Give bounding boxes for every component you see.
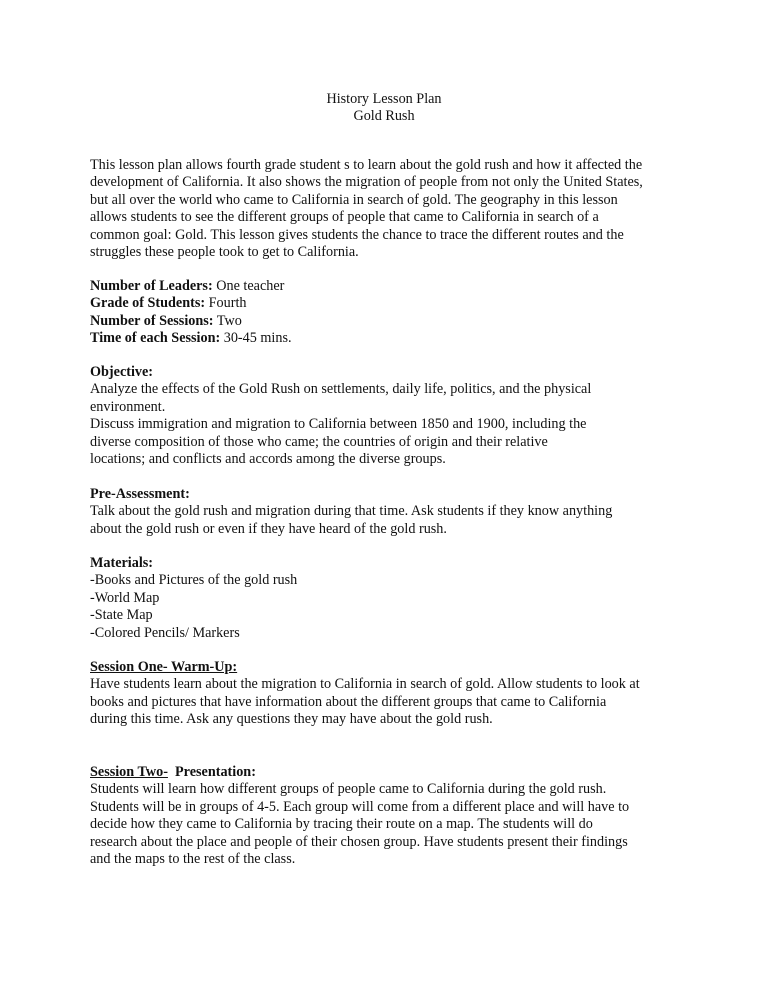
session-one-section (90, 659, 690, 729)
detail-time (90, 330, 690, 347)
detail-value: One teacher (212, 278, 285, 294)
session-two-section (90, 764, 690, 868)
intro-paragraph (90, 157, 690, 261)
pre-assessment-heading: Pre-Assessment: (90, 486, 190, 502)
session-one-line: books and pictures that have information about the different groups that came to California (90, 693, 607, 710)
materials-item: -Books and Pictures of the gold rush (90, 572, 298, 589)
lesson-details (90, 278, 690, 348)
objective-line: Analyze the effects of the Gold Rush on settlements, daily life, politics, and the physical (90, 381, 592, 398)
detail-label: Time of each Session: (90, 330, 221, 347)
session-one-line: during this time. Ask any questions they may have about the gold rush. (90, 711, 493, 728)
objective-line: diverse composition of those who came; the countries of origin and their relative (90, 433, 548, 450)
intro-line: allows students to see the different groups of people that came to California in search of a (90, 209, 599, 226)
detail-label: Number of Sessions: (90, 312, 214, 329)
intro-line: development of California. It also shows the migration of people from not only the United States, (90, 174, 643, 191)
title-line-2: Gold Rush (353, 108, 415, 124)
materials-item: -Colored Pencils/ Markers (90, 624, 240, 641)
detail-value: 30-45 mins. (220, 330, 292, 347)
intro-line: struggles these people took to get to California. (90, 244, 359, 261)
materials-item: -State Map (90, 607, 153, 624)
detail-sessions (90, 313, 690, 330)
session-two-line: research about the place and people of their chosen group. Have students present their findings (90, 833, 628, 850)
session-two-heading (90, 764, 690, 781)
detail-label: Grade of Students: (90, 295, 206, 312)
objective-heading: Objective: (90, 364, 154, 380)
objective-line: Discuss immigration and migration to California between 1850 and 1900, including the (90, 416, 587, 433)
session-two-line: and the maps to the rest of the class. (90, 851, 296, 868)
detail-grade (90, 295, 690, 312)
materials-heading: Materials: (90, 555, 154, 571)
pre-assessment-line: about the gold rush or even if they have heard of the gold rush. (90, 520, 447, 537)
materials-item: -World Map (90, 589, 160, 606)
title-line-1: History Lesson Plan (326, 91, 442, 107)
detail-label: Number of Leaders: (90, 278, 213, 294)
session-two-line: Students will learn how different groups of people came to California during the gold rush. (90, 781, 607, 798)
session-two-heading-underlined: Session Two- (90, 764, 168, 780)
intro-line: but all over the world who came to California in search of gold. The geography in this lesson (90, 191, 618, 208)
session-two-line: Students will be in groups of 4-5. Each group will come from a different place and will have to (90, 798, 630, 815)
pre-assessment-section (90, 486, 690, 538)
session-two-heading-rest: Presentation: (167, 764, 256, 780)
objective-line: environment. (90, 398, 166, 415)
session-two-line: decide how they came to California by tracing their route on a map. The students will do (90, 816, 593, 833)
materials-section (90, 555, 690, 642)
pre-assessment-line: Talk about the gold rush and migration during that time. Ask students if they know anything (90, 503, 613, 520)
detail-value: Fourth (205, 295, 247, 312)
detail-value: Two (213, 312, 242, 329)
objective-line: locations; and conflicts and accords among the diverse groups. (90, 451, 446, 468)
session-one-heading: Session One- Warm-Up: (90, 659, 238, 675)
objective-section (90, 364, 690, 468)
detail-leaders (90, 278, 690, 295)
intro-line: common goal: Gold. This lesson gives students the chance to trace the different routes and the (90, 226, 624, 243)
document-title (0, 91, 768, 125)
session-one-line: Have students learn about the migration to California in search of gold. Allow students to look at (90, 676, 640, 693)
intro-line: This lesson plan allows fourth grade student s to learn about the gold rush and how it affected the (90, 157, 643, 173)
